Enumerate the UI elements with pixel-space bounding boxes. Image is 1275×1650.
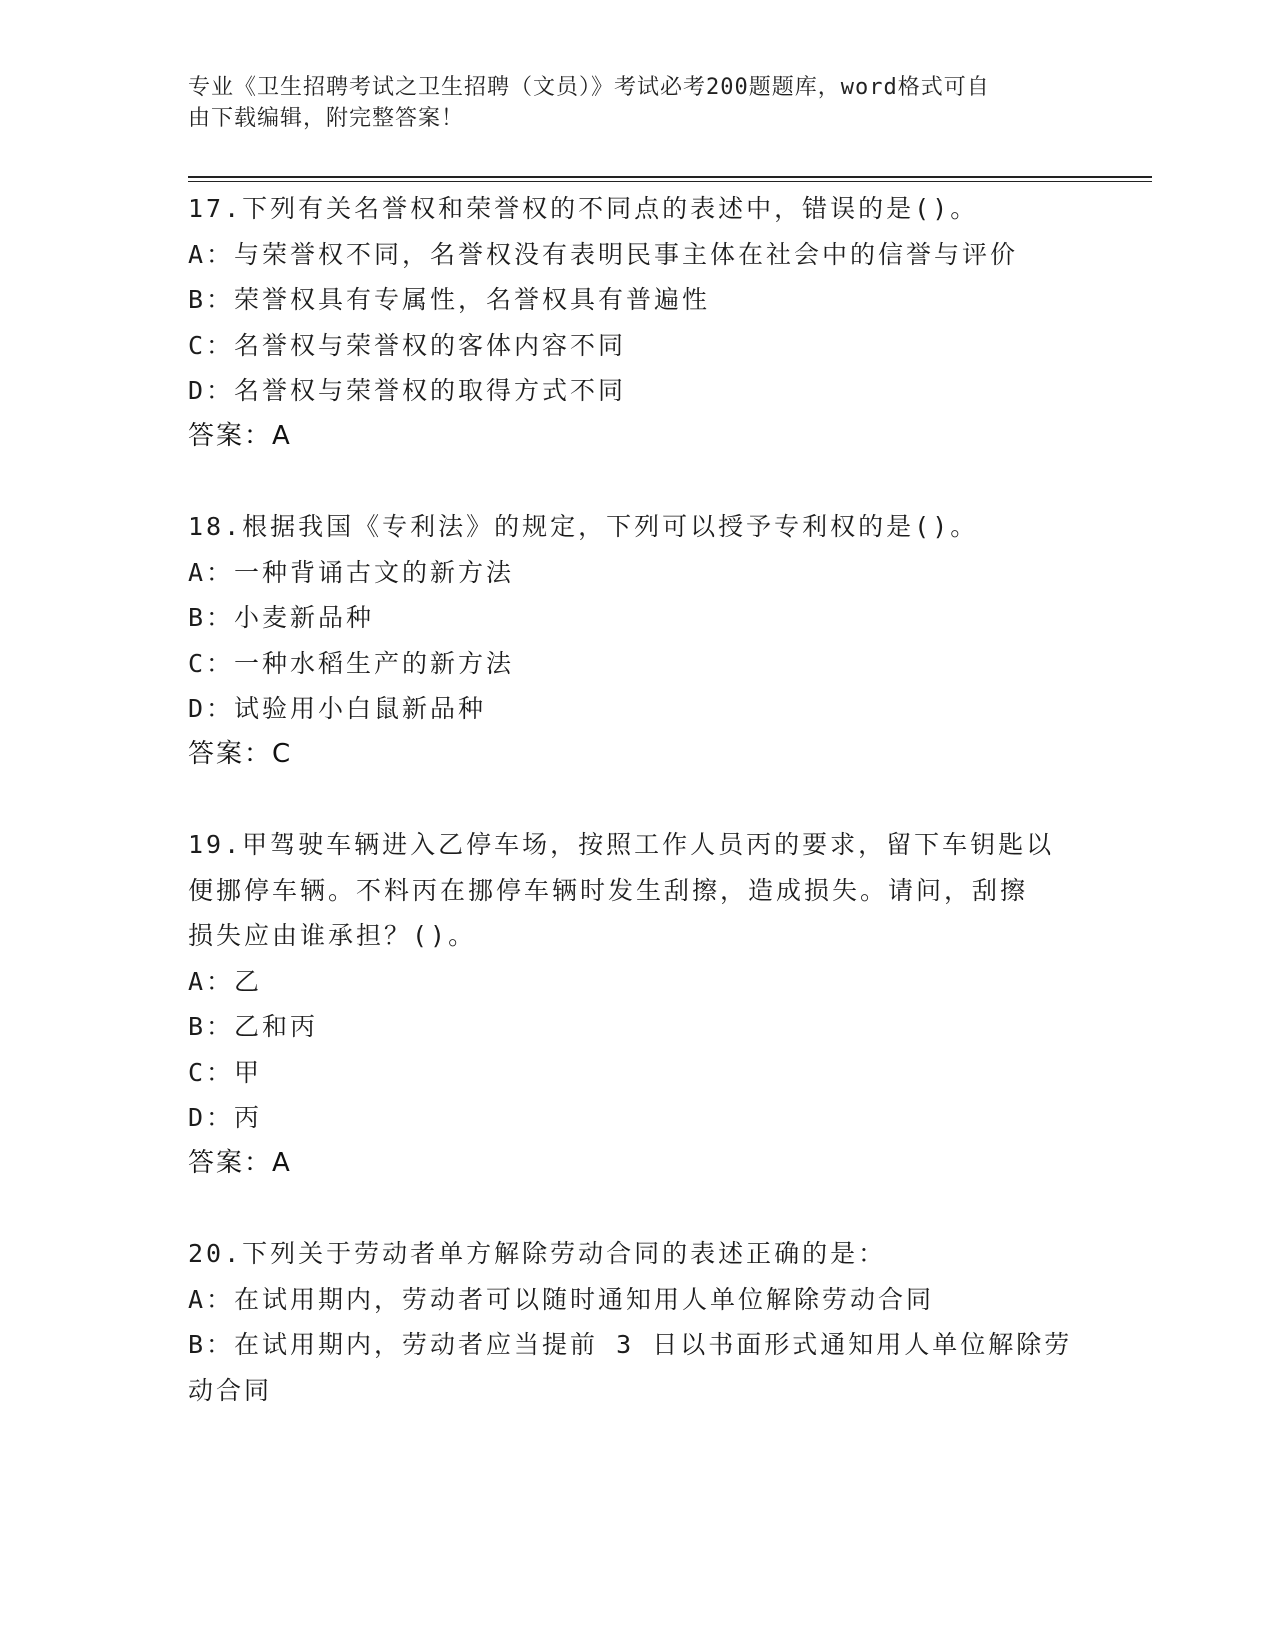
option-b: B：荣誉权具有专属性，名誉权具有普遍性: [188, 285, 711, 314]
option-c: C：甲: [188, 1057, 263, 1087]
question-19: [188, 822, 1088, 1186]
answer-label: 答案：A: [188, 1147, 292, 1178]
option-b-continued: 动合同: [188, 1375, 273, 1405]
option-d: D：丙: [188, 1103, 263, 1132]
option-d: D：名誉权与荣誉权的取得方式不同: [188, 376, 627, 405]
question-18: [188, 504, 1088, 777]
question-stem: 17.下列有关名誉权和荣誉权的不同点的表述中，错误的是()。: [188, 194, 979, 223]
option-b: B：在试用期内，劳动者应当提前 3 日以书面形式通知用人单位解除劳: [188, 1330, 1073, 1359]
header-line-1: 专业《卫生招聘考试之卫生招聘（文员）》考试必考200题题库，word格式可自: [188, 75, 990, 100]
option-b: B：小麦新品种: [188, 603, 375, 632]
option-b: B：乙和丙: [188, 1012, 319, 1041]
question-17: [188, 186, 1088, 459]
option-c: C：名誉权与荣誉权的客体内容不同: [188, 330, 627, 360]
header-rule-thin: [188, 181, 1152, 182]
question-stem: 18.根据我国《专利法》的规定，下列可以授予专利权的是()。: [188, 512, 979, 541]
option-d: D：试验用小白鼠新品种: [188, 694, 487, 723]
question-stem-line-3: 损失应由谁承担？()。: [188, 921, 477, 950]
option-c: C：一种水稻生产的新方法: [188, 648, 515, 678]
question-list: [188, 186, 1088, 1413]
spacer: [188, 1186, 1088, 1231]
answer-label: 答案：C: [188, 738, 293, 769]
question-stem-line-2: 便挪停车辆。不料丙在挪停车辆时发生刮擦，造成损失。请问，刮擦: [188, 875, 1029, 905]
answer-label: 答案：A: [188, 420, 292, 451]
question-stem: 20.下列关于劳动者单方解除劳动合同的表述正确的是：: [188, 1239, 887, 1268]
question-stem-line-1: 19.甲驾驶车辆进入乙停车场，按照工作人员丙的要求，留下车钥匙以: [188, 830, 1055, 859]
header-rule-thick: [188, 176, 1152, 178]
spacer: [188, 777, 1088, 822]
option-a: A：一种背诵古文的新方法: [188, 557, 515, 587]
option-a: A：在试用期内，劳动者可以随时通知用人单位解除劳动合同: [188, 1284, 935, 1314]
spacer: [188, 459, 1088, 504]
document-header: [188, 72, 1088, 134]
header-line-2: 由下载编辑，附完整答案！: [188, 106, 465, 131]
option-a: A：乙: [188, 966, 263, 996]
question-20: [188, 1231, 1088, 1413]
option-a: A：与荣誉权不同，名誉权没有表明民事主体在社会中的信誉与评价: [188, 239, 1019, 269]
